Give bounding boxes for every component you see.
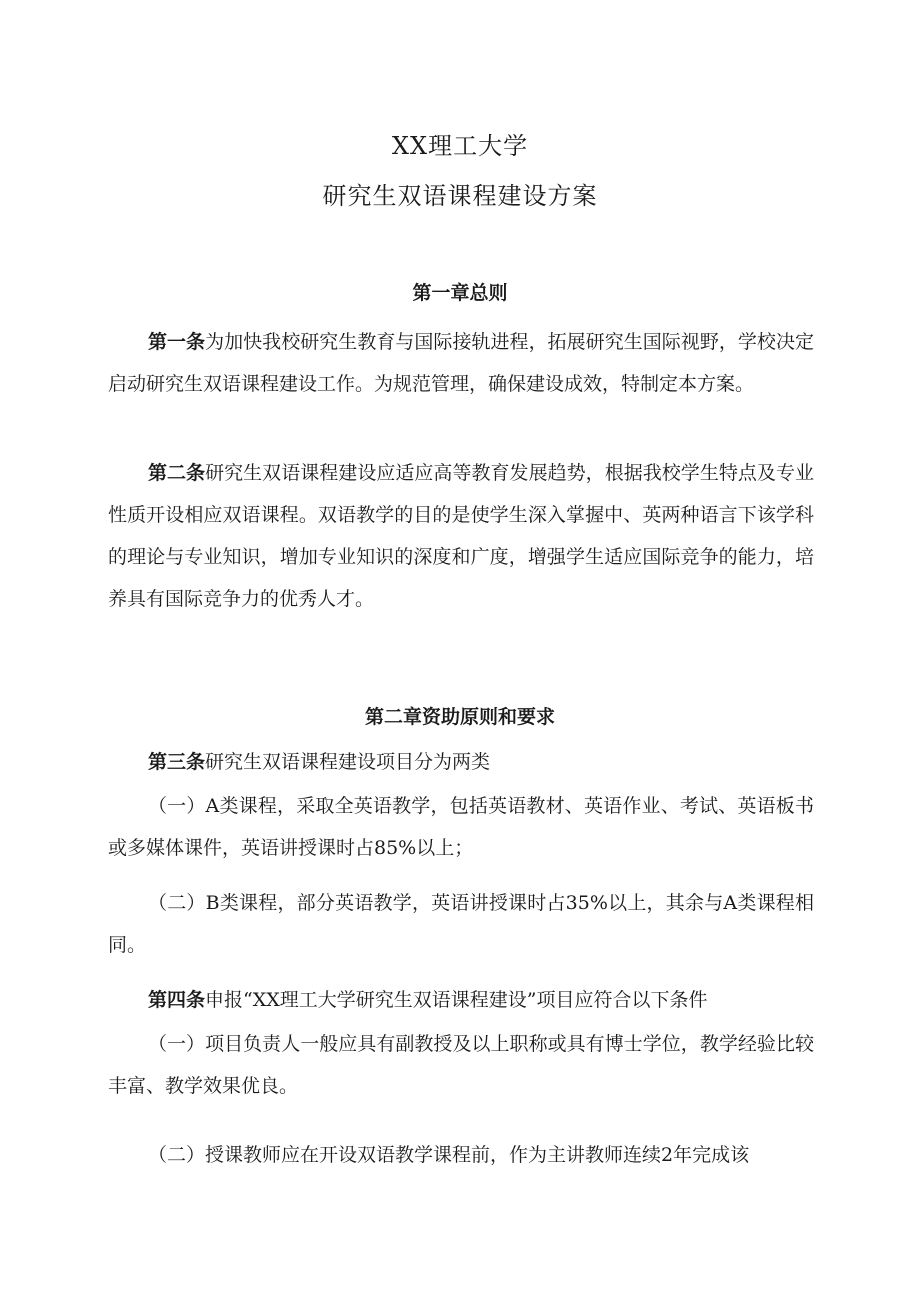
article-4-item-2: （二）授课教师应在开设双语教学课程前，作为主讲教师连续2年完成该 xyxy=(148,1144,750,1166)
article-4-paragraph xyxy=(108,979,814,1021)
article-3-lead: 第三条 xyxy=(148,751,206,773)
article-3-paragraph xyxy=(108,741,814,783)
article-1-text: 为加快我校研究生教育与国际接轨进程，拓展研究生国际视野，学校决定启动研究生双语课程建设工作。为规范管理，确保建设成效，特制定本方案。 xyxy=(108,331,814,395)
document-title-plan: 研究生双语课程建设方案 xyxy=(322,182,598,210)
chapter-2-heading: 第二章资助原则和要求 xyxy=(364,706,555,728)
article-4-lead: 第四条 xyxy=(148,989,206,1011)
article-2-paragraph xyxy=(108,452,814,620)
chapter-1-heading: 第一章总则 xyxy=(412,282,508,304)
document-title-school: XX理工大学 xyxy=(391,132,529,160)
article-2-text: 研究生双语课程建设应适应高等教育发展趋势，根据我校学生特点及专业性质开设相应双语课程。双语教学的目的是使学生深入掌握中、英两种语言下该学科的理论与专业知识，增加专业知识的深度和广度，增强学生适应国际竞争的能力，培养具有国际竞争力的优秀人才。 xyxy=(108,462,814,610)
article-3-item-1: （一）A类课程，采取全英语教学，包括英语教材、英语作业、考试、英语板书或多媒体课件，英语讲授课时占85%以上； xyxy=(108,795,814,859)
article-1-lead: 第一条 xyxy=(148,331,206,353)
article-1-paragraph xyxy=(108,321,814,405)
article-3-item-2: （二）B类课程，部分英语教学，英语讲授课时占35%以上，其余与A类课程相同。 xyxy=(108,892,814,956)
article-2-lead: 第二条 xyxy=(148,462,206,484)
article-4-item-1: （一）项目负责人一般应具有副教授及以上职称或具有博士学位，教学经验比较丰富、教学效果优良。 xyxy=(108,1033,814,1097)
article-3-text: 研究生双语课程建设项目分为两类 xyxy=(205,751,491,773)
article-4-text: 申报“XX理工大学研究生双语课程建设”项目应符合以下条件 xyxy=(205,989,708,1011)
